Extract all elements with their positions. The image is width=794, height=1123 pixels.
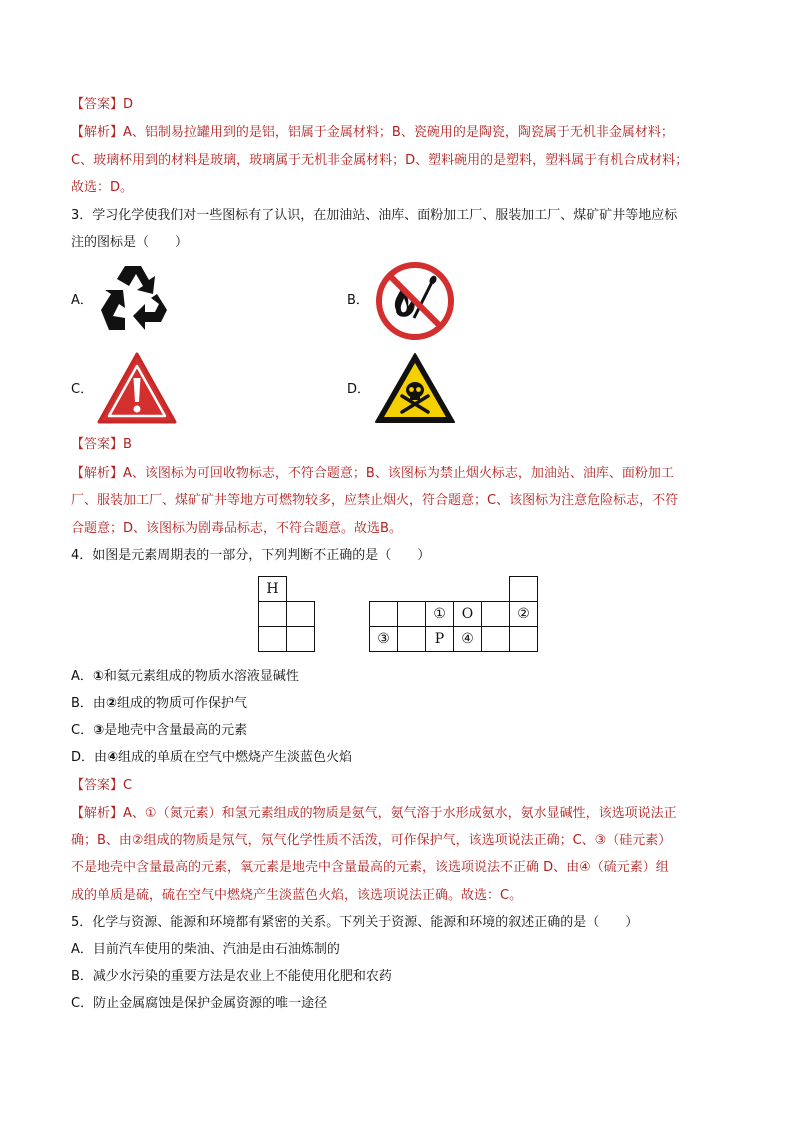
q4-option-c[interactable]: C．③是地壳中含量最高的元素 (71, 723, 248, 738)
q3-stem-line-2: 注的图标是（ ） (71, 235, 189, 250)
q5-option-b[interactable]: B．减少水污染的重要方法是农业上不能使用化肥和农药 (71, 969, 392, 984)
warning-exclamation-icon (95, 350, 179, 426)
cell-mark-4: ④ (454, 627, 482, 652)
analysis-tag: 【解析】 (71, 125, 124, 140)
q4-option-b[interactable]: B．由②组成的物质可作保护气 (71, 696, 247, 711)
cell-mark-2: ② (510, 602, 538, 627)
answer-tag: 【答案】 (71, 778, 124, 793)
cell-o: O (454, 602, 482, 627)
answer-tag: 【答案】 (71, 97, 124, 112)
q3-analysis-line-2: 厂、服装加工厂、煤矿矿井等地方可燃物较多，应禁止烟火，符合题意；C、该图标为注意危险标志，不符 (71, 493, 679, 508)
q4-analysis-line-4: 成的单质是硫，硫在空气中燃烧产生淡蓝色火焰，该选项说法正确。故选：C。 (71, 888, 523, 903)
q4-analysis-line-2: 确；B、由②组成的物质是氖气，氖气化学性质不活泼，可作保护气，该选项说法正确；C、③（硅元素） (71, 833, 672, 848)
q3-stem-line-1: 3．学习化学使我们对一些图标有了认识，在加油站、油库、面粉加工厂、服装加工厂、煤矿矿井等地应标 (71, 208, 678, 223)
cell-helium-empty (510, 577, 538, 602)
toxic-skull-icon (372, 350, 458, 426)
no-smoking-no-fire-icon[interactable] (374, 260, 456, 342)
answer-tag: 【答案】 (71, 437, 124, 452)
q3-answer (71, 436, 132, 454)
q3-option-b-label: B． (347, 293, 369, 308)
periodic-table-fragment (258, 576, 538, 652)
analysis-tag: 【解析】 (71, 466, 124, 481)
q4-option-d[interactable]: D．由④组成的单质在空气中燃烧产生淡蓝色火焰 (71, 750, 353, 765)
q4-option-a[interactable]: A．①和氦元素组成的物质水溶液显碱性 (71, 669, 299, 684)
answer-value: C (123, 778, 133, 793)
q4-stem: 4．如图是元素周期表的一部分，下列判断不正确的是（ ） (71, 548, 431, 563)
q3-option-c-label: C． (71, 382, 94, 397)
q2-answer (71, 96, 133, 114)
q3-analysis-line-1: 【解析】A、该图标为可回收物标志，不符合题意；B、该图标为禁止烟火标志，加油站、油库、面粉加工 (71, 466, 674, 481)
analysis-tag: 【解析】 (71, 806, 124, 821)
q4-answer (71, 777, 132, 795)
q5-stem: 5．化学与资源、能源和环境都有紧密的关系。下列关于资源、能源和环境的叙述正确的是（ ） (71, 915, 639, 930)
q3-analysis-line-3: 合题意；D、该图标为剧毒品标志，不符合题意。故选B。 (71, 521, 402, 536)
cell-h: H (259, 577, 287, 602)
q3-option-a-label: A． (71, 293, 93, 308)
answer-value: B (123, 437, 132, 452)
q3-option-d-label: D． (347, 382, 371, 397)
cell-mark-3: ③ (370, 627, 398, 652)
q2-analysis-line-2: C、玻璃杯用到的材料是玻璃，玻璃属于无机非金属材料；D、塑料碗用的是塑料，塑料属于有机合成材料； (71, 153, 689, 168)
q2-analysis-line-1: 【解析】A、铝制易拉罐用到的是铝，铝属于金属材料；B、瓷碗用的是陶瓷，陶瓷属于无机非金属材料； (71, 125, 674, 140)
q4-analysis-line-1: 【解析】A、①（氮元素）和氢元素组成的物质是氨气，氨气溶于水形成氨水，氨水显碱性，该选项说法正 (71, 806, 677, 821)
q4-analysis-line-3: 不是地壳中含量最高的元素，氧元素是地壳中含量最高的元素，该选项说法不正确 D、由④（硫元素）组 (71, 860, 669, 875)
answer-value: D (123, 97, 134, 112)
q2-analysis-line-3: 故选：D。 (71, 180, 134, 195)
q5-option-c[interactable]: C．防止金属腐蚀是保护金属资源的唯一途径 (71, 996, 328, 1011)
cell-p: P (426, 627, 454, 652)
cell-mark-1: ① (426, 602, 454, 627)
recycle-icon (95, 260, 181, 342)
q5-option-a[interactable]: A．目前汽车使用的柴油、汽油是由石油炼制的 (71, 942, 340, 957)
